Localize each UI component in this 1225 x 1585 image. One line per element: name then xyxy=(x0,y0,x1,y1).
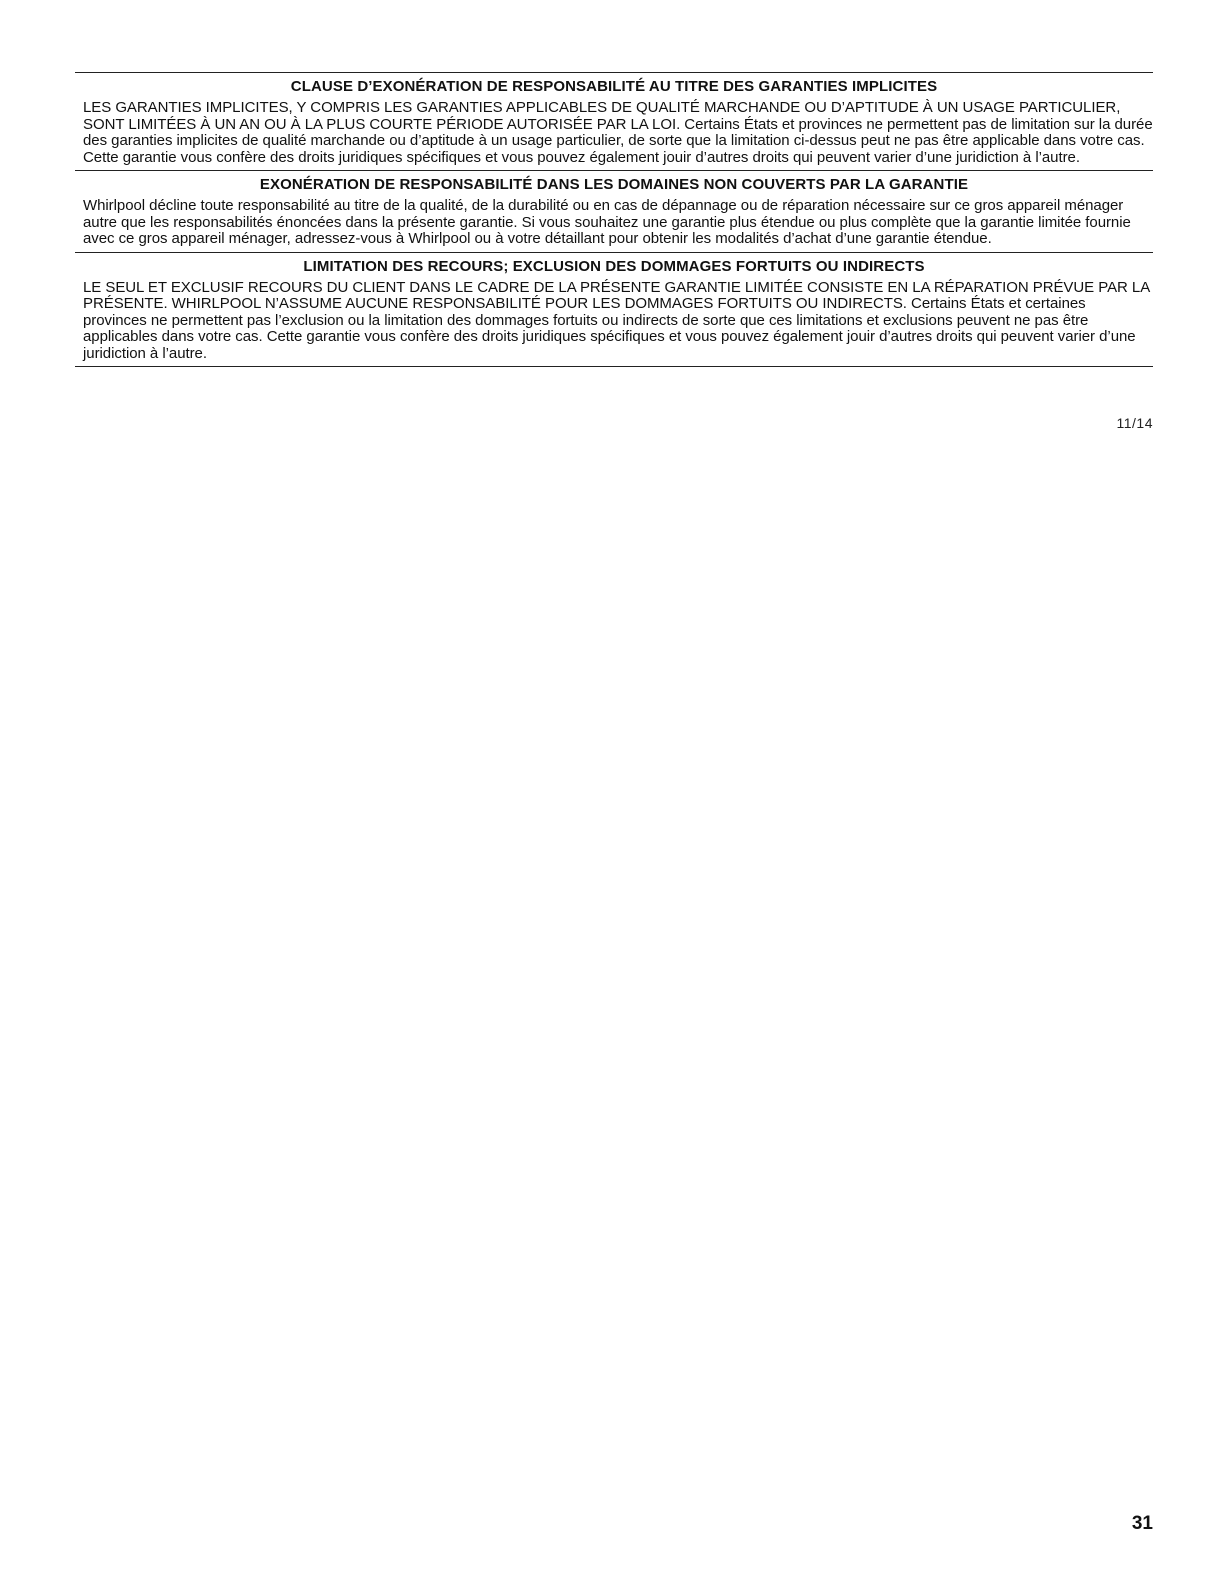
bottom-rule xyxy=(75,366,1153,367)
section-title: LIMITATION DES RECOURS; EXCLUSION DES DOMMAGES FORTUITS OU INDIRECTS xyxy=(303,257,925,275)
section-limitation-of-remedies xyxy=(75,253,1153,367)
section-not-covered xyxy=(75,171,1153,252)
warranty-content xyxy=(75,72,1153,367)
section-title: CLAUSE D’EXONÉRATION DE RESPONSABILITÉ AU TITRE DES GARANTIES IMPLICITES xyxy=(290,78,938,95)
section-implied-warranties xyxy=(75,73,1153,170)
page-number: 31 xyxy=(1131,1513,1153,1534)
section-title: EXONÉRATION DE RESPONSABILITÉ DANS LES DOMAINES NON COUVERTS PAR LA GARANTIE xyxy=(259,176,969,193)
version-code: 11/14 xyxy=(1116,415,1153,431)
section-body: LES GARANTIES IMPLICITES, Y COMPRIS LES GARANTIES APPLICABLES DE QUALITÉ MARCHANDE OU D’APTITUDE À UN USAGE PARTICULIER, SONT LIMITÉES À UN AN OU À LA PLUS COURTE PÉRIODE AUTORISÉE PAR LA LOI. Certains États et provinces ne permettent pas de limitation sur la durée des garanties implicites de qualité marchande ou d’aptitude à un usage particulier, de sorte que la limitation ci-dessus peut ne pas être applicable dans votre cas. Cette garantie vous confère des droits juridiques spécifiques et vous pouvez également jouir d’autres droits qui peuvent varier d’une juridiction à l’autre. xyxy=(83,99,1153,166)
section-body: Whirlpool décline toute responsabilité au titre de la qualité, de la durabilité ou en cas de dépannage ou de réparation nécessaire sur ce gros appareil ménager autre que les responsabilités énoncées dans la présente garantie. Si vous souhaitez une garantie plus étendue ou plus complète que la garantie limitée fournie avec ce gros appareil ménager, adressez-vous à Whirlpool ou à votre détaillant pour obtenir les modalités d’achat d’une garantie étendue. xyxy=(83,197,1131,247)
section-body: LE SEUL ET EXCLUSIF RECOURS DU CLIENT DANS LE CADRE DE LA PRÉSENTE GARANTIE LIMITÉE CONSISTE EN LA RÉPARATION PRÉVUE PAR LA PRÉSENTE. WHIRLPOOL N’ASSUME AUCUNE RESPONSABILITÉ POUR LES DOMMAGES FORTUITS OU INDIRECTS. Certains États et certaines provinces ne permettent pas l’exclusion ou la limitation des dommages fortuits ou indirects de sorte que ces limitations et exclusions peuvent ne pas être applicables dans votre cas. Cette garantie vous confère des droits juridiques spécifiques et vous pouvez également jouir d’autres droits qui peuvent varier d’une juridiction à l’autre. xyxy=(83,278,1150,362)
